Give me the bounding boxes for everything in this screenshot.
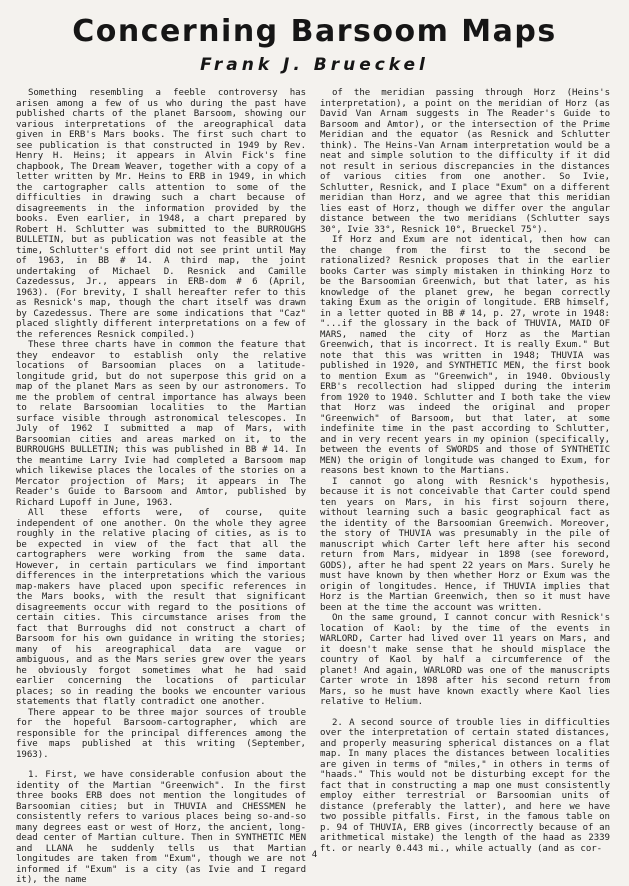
paragraph: These three charts have in common the feature that they endeavor to establish only the relative locations of Barsoomian places on a latitude-longitude grid, but do not superpose this grid on a map of the planet Mars as seen by our astronomers. To me the problem of central importance has always been to relate Barsoomian localities to the Martian surface visible through astronomical telescopes. In July of 1962 I submitted a map of Mars, with Barsoomian cities and areas marked on it, to the BURROUGHS BULLETIN; this was published in BB # 14. In the meantime Larry Ivie had completed a Barsoom map which likewise places the locales of the stories on a Mercator projection of Mars; it appears in The Reader's Guide to Barsoom and Amtor, published by Richard Lupoff in June, 1963. xyxy=(16,340,306,508)
paragraph: There appear to be three major sources of trouble for the hopeful Barsoom-cartographer, which are responsible for the principal differences among the five maps published at this writing (September, 1963). xyxy=(16,707,306,760)
article-title: Concerning Barsoom Maps xyxy=(72,14,557,49)
left-column xyxy=(16,88,306,886)
paragraph: of the meridian passing through Horz (Heins's interpretation), a point on the meridian of Horz (as David Van Arnam suggests in The Reader's Guide to Barsoom and Amtor), or the intersection of the Prime Meridian and the equator (as Resnick and Schlutter think). The Heins-Van Arnam interpretation would be a neat and simple solution to the difficulty if it did not result in serious discrepancies in the distances of various cities from one another. So Ivie, Schlutter, Resnick, and I place "Exum" on a different meridian than Horz, and we agree that this meridian lies east of Horz, though we differ over the angular distance between the two meridians (Schlutter says 30°, Ivie 33°, Resnick 10°, Brueckel 75°). xyxy=(320,88,610,235)
right-column xyxy=(320,88,610,854)
paragraph: All these efforts were, of course, quite independent of one another. On the whole they agree roughly in the relative placing of cities, as is to be expected in view of the fact that all the cartographers were working from the same data. However, in certain particulars we find important differences in the interpretations which the various map-makers have placed upon specific references in the Mars books, with the result that significant disagreements occur with regard to the positions of certain cities. This circumstance arises from the fact that Burroughs did not construct a chart of Barsoom for his own guidance in writing the stories; many of his areographical data are vague or ambiguous, and as the Mars series grew over the years he obviously forgot sometimes what he had said earlier concerning the locations of particular places; so in reading the books we encounter various statements that flatly contradict one another. xyxy=(16,508,306,707)
paragraph: If Horz and Exum are not identical, then how can the change from the first to the second be rationalized? Resnick proposes that in the earlier books Carter was simply mistaken in thinking Horz to be the Barsoomian Greenwich, but that later, as his knowledge of the planet grew, he began correctly taking Exum as the origin of longitude. ERB himself, in a letter quoted in BB # 14, p. 27, wrote in 1948: "...if the glossary in the back of THUVIA, MAID OF MARS, named the city of Horz as the Martian Greenwich, that is incorrect. It is really Exum." But note that this was written in 1948; THUVIA was published in 1920, and SYNTHETIC MEN, the first book to mention Exum as "Greenwich", in 1940. Obviously ERB's recollection had slipped during the interim from 1920 to 1940. Schlutter and I both take the view that Horz was indeed the original and proper "Greenwich" of Barsoom, but that later, at some indefinite time in the past according to Schlutter, and in very recent years in my opinion (specifically, between the events of SWORDS and those of SYNTHETIC MEN) the origin of longitude was changed to Exum, for reasons best known to the Martians. xyxy=(320,235,610,476)
paragraph: Something resembling a feeble controversy has arisen among a few of us who during the past have published charts of the planet Barsoom, showing our various interpretations of the areographical data given in ERB's Mars books. The first such chart to see publication is that constructed in 1949 by Rev. Henry H. Heins; it appears in Alvin Fick's fine chapbook, The Dream Weaver, together with a copy of a letter written by Mr. Heins to ERB in 1949, in which the cartographer calls attention to some of the difficulties in drawing such a chart because of disagreements in the information provided by the books. Even earlier, in 1948, a chart prepared by Robert H. Schlutter was submitted to the BURROUGHS BULLETIN, but as publication was not feasible at the time, Schlutter's effort did not see print until May of 1963, in BB # 14. A third map, the joint undertaking of Michael D. Resnick and Camille Cazedessus, Jr., appears in ERB-dom # 6 (April, 1963). (For brevity, I shall hereafter refer to this as Resnick's map, though the chart itself was drawn by Cazedessus. There are some indications that "Caz" placed slightly different interpretations on a few of the references Resnick compiled.) xyxy=(16,88,306,340)
paragraph: I cannot go along with Resnick's hypothesis, because it is not conceivable that Carter could spend ten years on Mars, in his first sojourn there, without learning such a basic geographical fact as the identity of the Barsoomian Greenwich. Moreover, the story of THUVIA was presumably in the pile of manuscript which Carter left here after his second return from Mars, midyear in 1898 (see foreword, GODS), after he had spent 22 years on Mars. Surely he must have known by then whether Horz or Exum was the origin of longitudes. Hence, if THUVIA implies that Horz is the Martian Greenwich, then so it must have been at the time the account was written. xyxy=(320,476,610,613)
paragraph: 2. A second source of trouble lies in difficulties over the interpretation of certain stated distances, and properly measuring spherical distances on a flat map. In many places the distances between localities are given in terms of "miles," in others in terms of "haads." This would not be disturbing except for the fact that in constructing a map one must consistently employ either terrestrial or Barsoomian units of distance (preferably the latter), and here we have two possible pitfalls. First, in the famous table on p. 94 of THUVIA, ERB gives (incorrectly because of an arithmetical mistake) the length of the haad as 2339 ft. or nearly 0.443 mi., while actually (and as cor- xyxy=(320,717,610,854)
paragraph: 1. First, we have considerable confusion about the identity of the Martian "Greenwich". In the first three books ERB does not mention the longitudes of Barsoomian cities; but in THUVIA and CHESSMEN he consistently refers to various places being so-and-so many degrees east or west of Horz, the ancient, long-dead center of Martian culture. Then in SYNTHETIC MEN and LLANA he suddenly tells us that Martian longitudes are taken from "Exum", though we are not informed if "Exum" is a city (as Ivie and I regard it), the name xyxy=(16,770,306,885)
article-author: Frank J. Brueckel xyxy=(200,55,429,75)
paragraph: On the same ground, I cannot concur with Resnick's location of Kaol: by the time of the events in WARLORD, Carter had lived over 11 years on Mars, and it doesn't make sense that he should misplace the country of Kaol by half a circumference of the planet! And again, WARLORD was one of the manuscripts Carter wrote in 1898 after his second return from Mars, so he must have known exactly where Kaol lies relative to Helium. xyxy=(320,613,610,707)
page-number: 4 xyxy=(311,850,318,860)
